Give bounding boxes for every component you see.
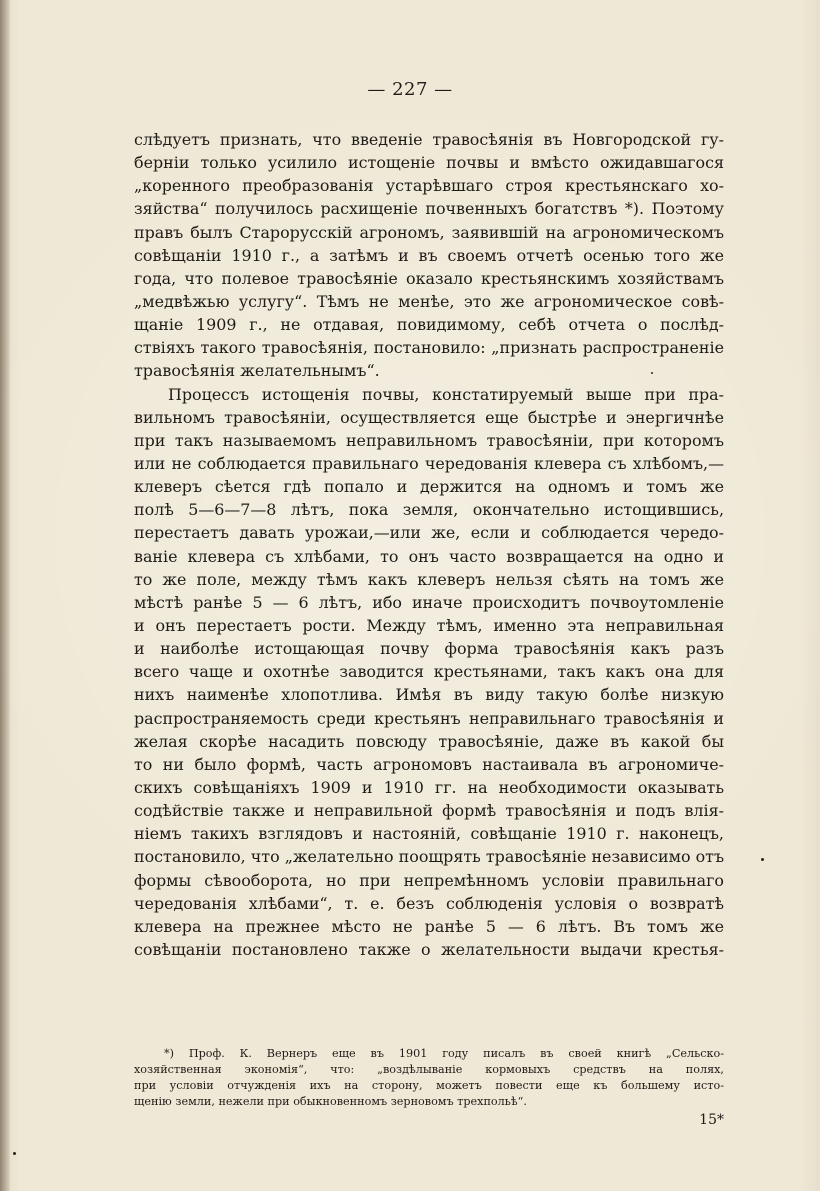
text-line: года, что полевое травосѣяніе оказало крестьянскимъ хозяйствамъ [134,268,724,288]
footnote-line: щенію земли, нежели при обыкновенномъ зерновомъ трехпольѣ“. [134,1095,527,1108]
text-line: то же поле, между тѣмъ какъ клеверъ нельзя сѣять на томъ же [134,569,724,589]
footnote-line: *) Проф. К. Вернеръ еще въ 1901 году писалъ въ своей книгѣ „Сельско- [164,1047,724,1060]
text-line: ваніе клевера съ хлѣбами, то онъ часто возвращается на одно и [134,546,724,566]
text-line: клевера на прежнее мѣсто не ранѣе 5 — 6 лѣтъ. Въ томъ же [134,916,724,936]
text-line: чередованія хлѣбами“, т. е. безъ соблюденія условія о возвратѣ [134,893,724,913]
text-line: нихъ наименѣе хлопотлива. Имѣя въ виду такую болѣе низкую [134,685,724,705]
text-line: ствіяхъ такого травосѣянія, постановило: „признать распространеніе [134,338,724,358]
text-line: или не соблюдается правильнаго чередованія клевера съ хлѣбомъ,— [134,453,724,473]
text-line: щаніе 1909 г., не отдавая, повидимому, себѣ отчета о послѣд- [134,315,724,335]
text-line: перестаетъ давать урожаи,—или же, если и соблюдается чередо- [134,523,724,543]
text-line: постановило, что „желательно поощрять травосѣяніе независимо отъ [134,847,724,867]
text-line: мѣстѣ ранѣе 5 — 6 лѣтъ, ибо иначе происходитъ почвоутомленіе [134,592,724,612]
text-line: правъ былъ Старорусскій агрономъ, заявившій на агрономическомъ [134,222,724,242]
footnote-line: хозяйственная экономія“, что: „воздѣлываніе кормовыхъ средствъ на полях, [134,1063,724,1076]
text-line: то ни было формѣ, часть агрономовъ настаивала въ агрономиче- [134,754,724,774]
footnote [134,1046,724,1110]
text-line: вильномъ травосѣяніи, осуществляется еще быстрѣе и энергичнѣе [134,407,724,427]
main-text [134,128,724,961]
text-line: и наиболѣе истощающая почву форма травосѣянія какъ разъ [134,639,724,659]
paragraph-start-line: Процессъ истощенія почвы, констатируемый выше при пра- [168,384,724,404]
text-line: распространяемость среди крестьянъ неправильнаго травосѣянія и [134,708,724,728]
text-line: формы сѣвооборота, но при непремѣнномъ условіи правильнаго [134,870,724,890]
page-number: — 227 — [367,79,453,100]
paragraph-end-line: травосѣянія желательнымъ“. [134,361,380,381]
print-speck [13,1152,16,1155]
text-line: ніемъ такихъ взглядовъ и настояній, совѣщаніе 1910 г. наконецъ, [134,824,724,844]
text-line: содѣйствіе также и неправильной формѣ травосѣянія и подъ влія- [134,801,724,821]
text-line: „коренного преобразованія устарѣвшаго строя крестьянскаго хо- [134,176,724,196]
text-line: совѣщаніи 1910 г., а затѣмъ и въ своемъ отчетѣ осенью того же [134,245,724,265]
text-line: всего чаще и охотнѣе заводится крестьянами, такъ какъ она для [134,662,724,682]
text-line: и онъ перестаетъ рости. Между тѣмъ, именно эта неправильная [134,615,724,635]
footnote-line: при условіи отчужденія ихъ на сторону, можетъ повести еще къ большему исто- [134,1079,724,1092]
text-line: берніи только усилило истощеніе почвы и вмѣсто ожидавшагося [134,153,724,173]
text-line: слѣдуетъ признать, что введеніе травосѣянія въ Новгородской гу- [134,130,724,149]
text-line: полѣ 5—6—7—8 лѣтъ, пока земля, окончательно истощившись, [134,500,724,520]
text-line: при такъ называемомъ неправильномъ травосѣяніи, при которомъ [134,430,724,450]
text-line: совѣщаніи постановлено также о желательности выдачи крестья- [134,939,724,959]
print-speck [651,372,653,374]
text-line: зяйства“ получилось расхищеніе почвенныхъ богатствъ *). Поэтому [134,199,724,219]
text-line: „медвѣжью услугу“. Тѣмъ не менѣе, это же агрономическое совѣ- [134,291,724,311]
text-line: скихъ совѣщаніяхъ 1909 и 1910 гг. на необходимости оказывать [134,777,724,797]
text-line: клеверъ сѣется гдѣ попало и держится на одномъ и томъ же [134,477,724,497]
signature-mark: 15* [699,1112,724,1128]
page-spine-shadow [0,0,10,1191]
print-speck [761,858,764,861]
text-line: желая скорѣе насадить повсюду травосѣяніе, даже въ какой бы [134,731,724,751]
